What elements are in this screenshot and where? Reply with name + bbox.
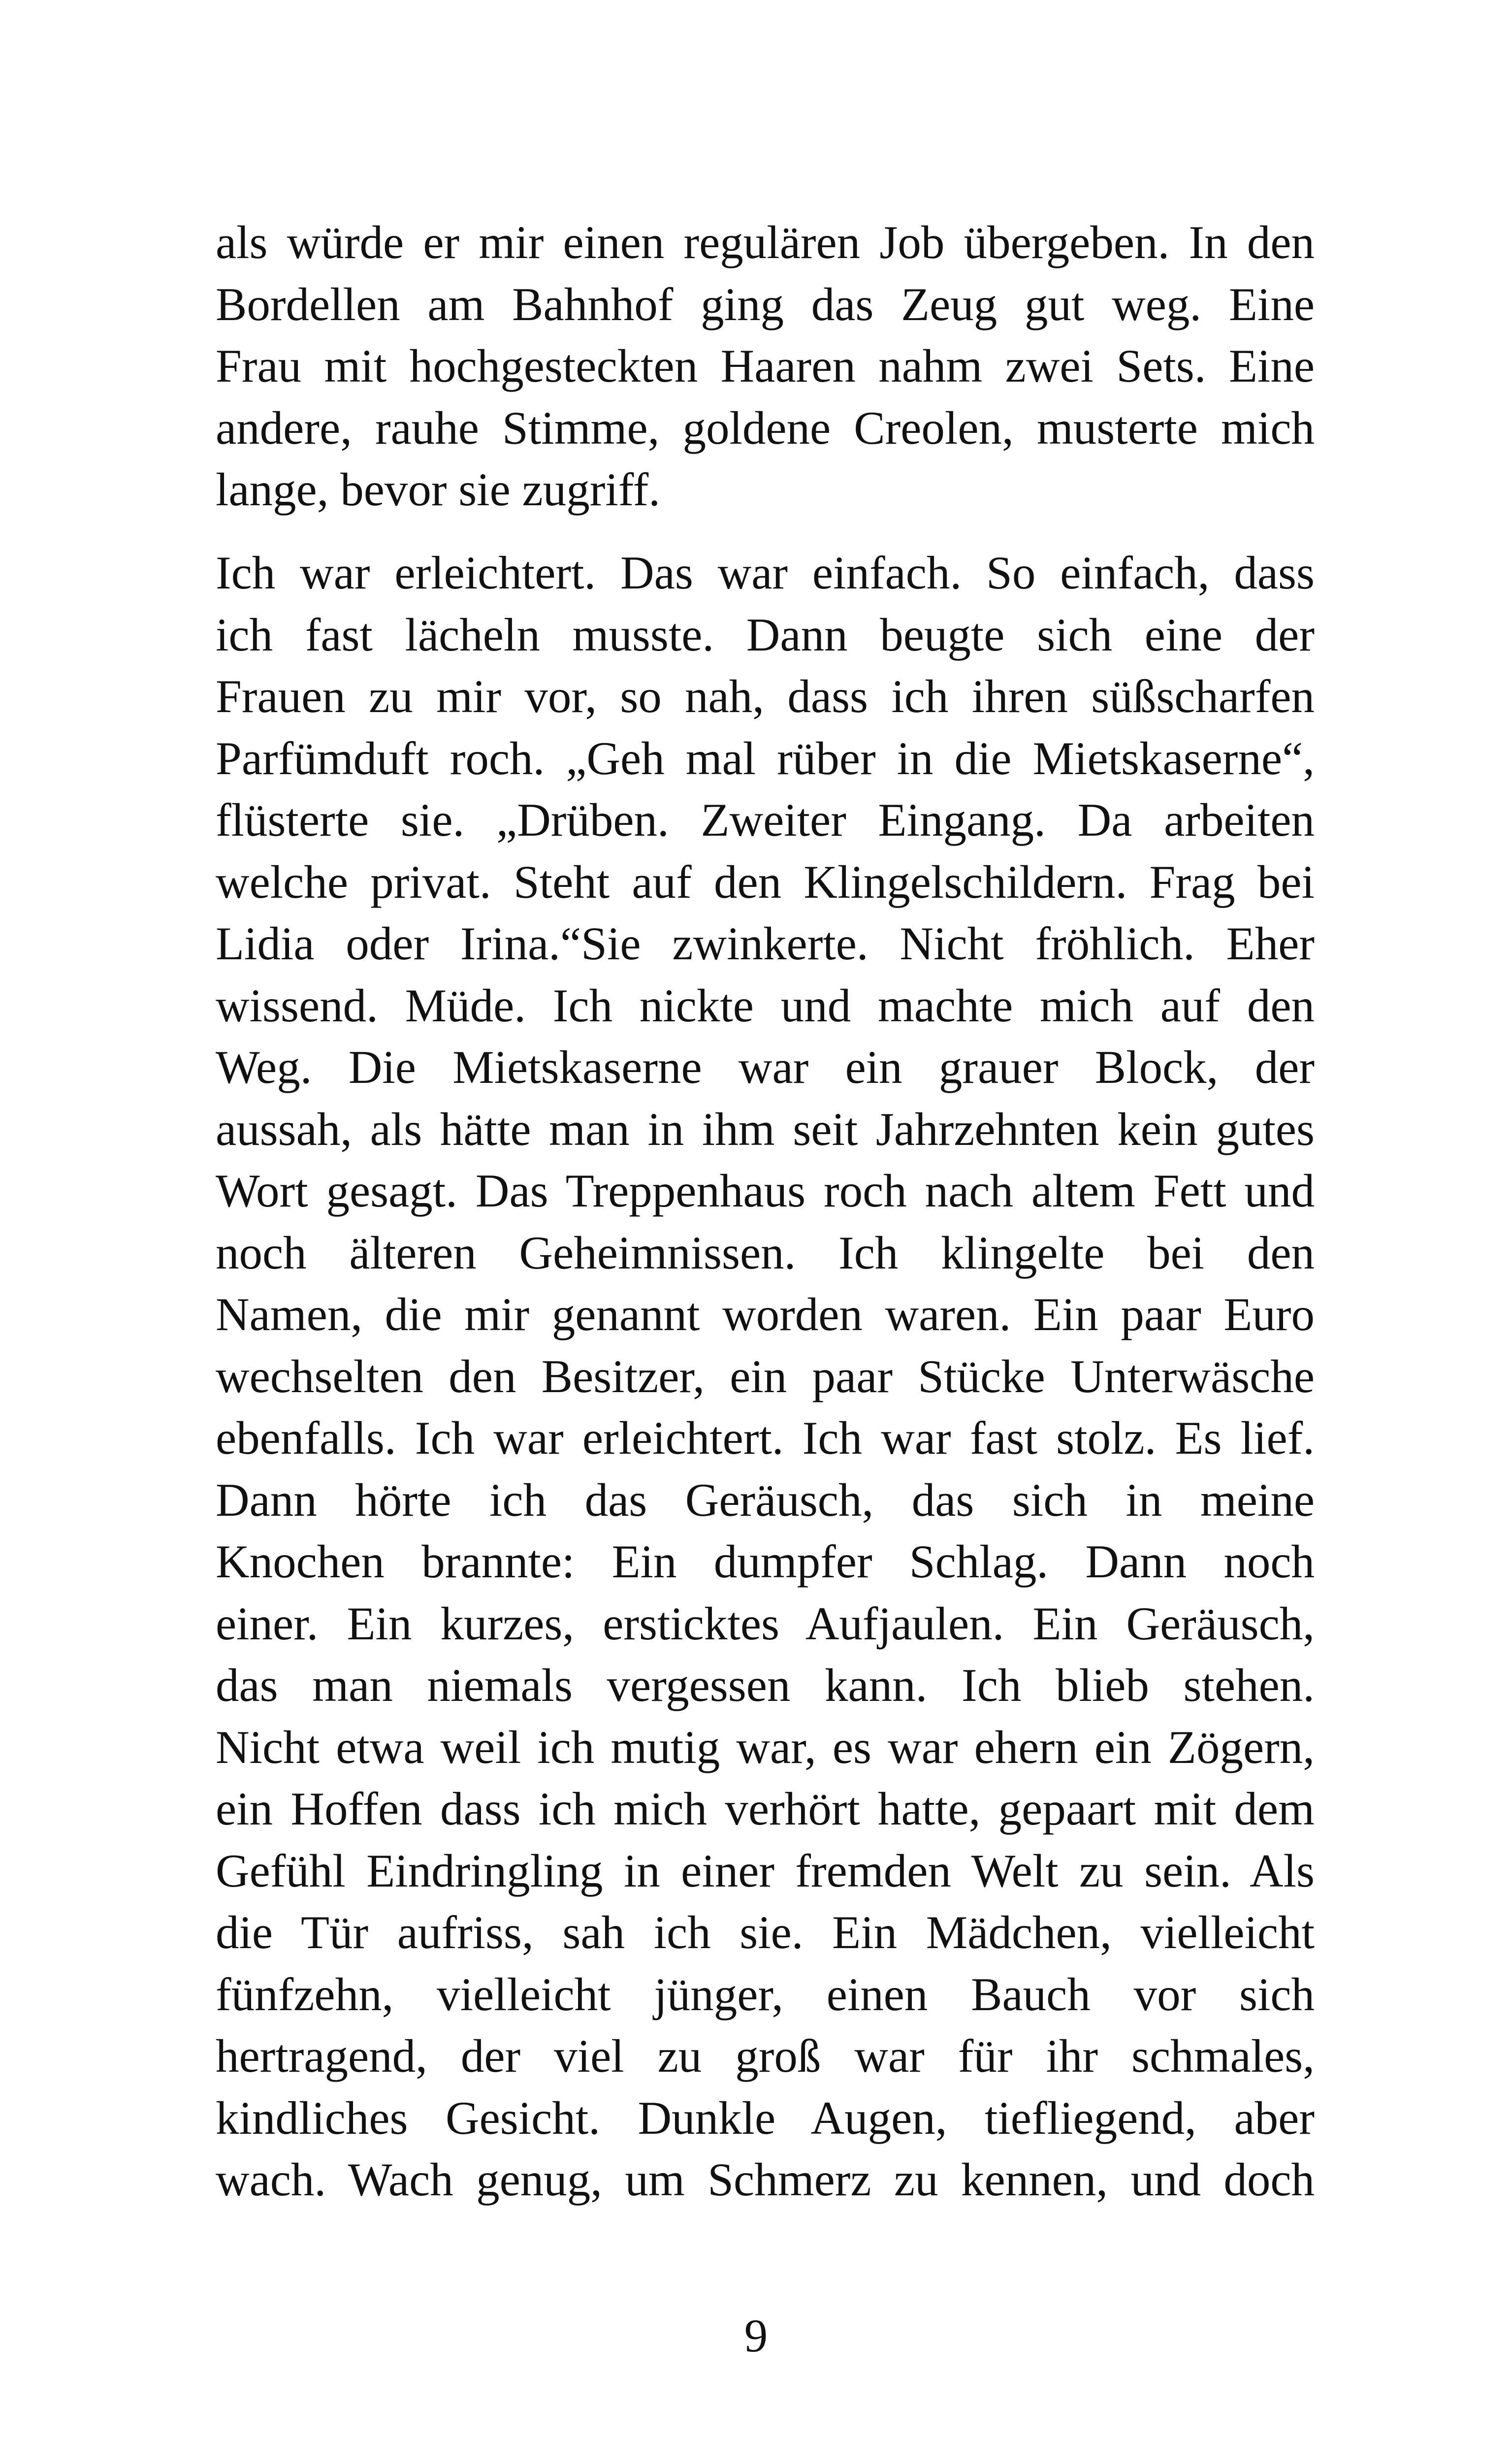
text-line: wissend. Müde. Ich nickte und machte mich auf den [216, 979, 1315, 1032]
text-line: Dann hörte ich das Geräusch, das sich in meine [216, 1473, 1315, 1526]
text-line: ebenfalls. Ich war erleichtert. Ich war fast stolz. Es lief. [216, 1412, 1315, 1464]
text-line: Frau mit hochgesteckten Haaren nahm zwei Sets. Eine [216, 340, 1315, 392]
text-line: wach. Wach genug, um Schmerz zu kennen, und doch [216, 2153, 1315, 2206]
paragraph-2 [216, 542, 1315, 2211]
text-line: die Tür aufriss, sah ich sie. Ein Mädchen, vielleicht [216, 1906, 1315, 1958]
text-line: lange, bevor sie zugriff. [216, 463, 661, 516]
text-line: Ich war erleichtert. Das war einfach. So einfach, dass [216, 547, 1315, 599]
text-line: Namen, die mir genannt worden waren. Ein paar Euro [216, 1288, 1315, 1340]
text-line: aussah, als hätte man in ihm seit Jahrzehnten kein gutes [216, 1103, 1315, 1155]
text-line: noch älteren Geheimnissen. Ich klingelte bei den [216, 1226, 1315, 1279]
text-line: das man niemals vergessen kann. Ich blieb stehen. [216, 1659, 1315, 1711]
text-line: Gefühl Eindringling in einer fremden Welt zu sein. Als [216, 1844, 1315, 1897]
text-line: als würde er mir einen regulären Job übergeben. In den [216, 216, 1315, 268]
text-line: Frauen zu mir vor, so nah, dass ich ihren süßscharfen [216, 670, 1315, 722]
text-line: Weg. Die Mietskaserne war ein grauer Block, der [216, 1041, 1315, 1093]
text-line: wechselten den Besitzer, ein paar Stücke Unterwäsche [216, 1350, 1315, 1402]
text-line: Parfümduft roch. „Geh mal rüber in die Mietskaserne“, [216, 732, 1315, 784]
text-line: Wort gesagt. Das Treppenhaus roch nach altem Fett und [216, 1165, 1315, 1217]
text-line: kindliches Gesicht. Dunkle Augen, tiefliegend, aber [216, 2091, 1315, 2144]
text-line: fünfzehn, vielleicht jünger, einen Bauch vor sich [216, 1968, 1315, 2020]
page-number: 9 [744, 2310, 768, 2362]
text-line: welche privat. Steht auf den Klingelschildern. Frag bei [216, 855, 1315, 908]
text-line: flüsterte sie. „Drüben. Zweiter Eingang. Da arbeiten [216, 794, 1315, 846]
text-line: einer. Ein kurzes, ersticktes Aufjaulen. Ein Geräusch, [216, 1597, 1315, 1650]
text-line: Bordellen am Bahnhof ging das Zeug gut weg. Eine [216, 278, 1315, 330]
text-line: Lidia oder Irina.“Sie zwinkerte. Nicht fröhlich. Eher [216, 917, 1315, 970]
text-line: Nicht etwa weil ich mutig war, es war ehern ein Zögern, [216, 1721, 1315, 1773]
text-line: Knochen brannte: Ein dumpfer Schlag. Dann noch [216, 1535, 1315, 1588]
text-line: ein Hoffen dass ich mich verhört hatte, gepaart mit dem [216, 1783, 1315, 1835]
paragraph-1 [216, 212, 1315, 521]
text-line: hertragend, der viel zu groß war für ihr schmales, [216, 2030, 1315, 2082]
text-line: ich fast lächeln musste. Dann beugte sich eine der [216, 608, 1315, 661]
text-line: andere, rauhe Stimme, goldene Creolen, musterte mich [216, 401, 1315, 454]
